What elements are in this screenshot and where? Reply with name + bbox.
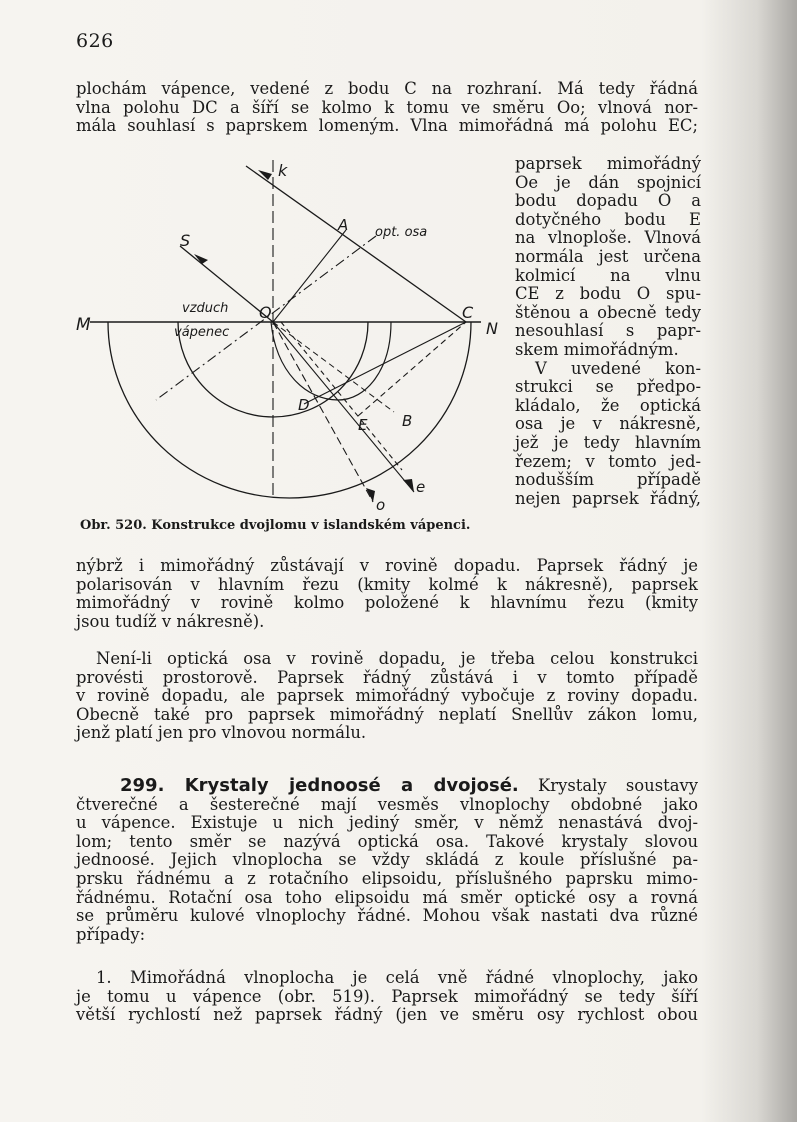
text-line: řezem; v tomto jed- — [515, 451, 701, 471]
text-line: štěnou a obecně tedy — [515, 302, 701, 322]
text-line: řádnému. Rotační osa toho elipsoidu má směr optické osy a rovná — [76, 887, 698, 907]
paragraph-spatial — [76, 650, 698, 743]
section-heading: 299. Krystaly jednoosé a dvojosé. — [120, 775, 519, 796]
text-line: prsku řádnému a z rotačního elipsoidu, příslušného paprsku mimo- — [76, 868, 698, 888]
text-line: je tomu u vápence (obr. 519). Paprsek mimořádný se tedy šíří — [76, 986, 698, 1006]
text-line: V uvedené kon- — [535, 358, 701, 378]
text-line: nejen paprsek řádný, — [515, 488, 701, 508]
text-line: Obecně také pro paprsek mimořádný neplatí Snellův zákon lomu, — [76, 704, 698, 724]
text-line: nodušším případě — [515, 470, 701, 490]
label-vapenec: vápenec — [174, 325, 230, 340]
text-line: osa je v nákresně, — [515, 414, 701, 434]
label-s: S — [180, 231, 191, 250]
label-k: k — [278, 161, 288, 180]
text-line: u vápence. Existuje u nich jediný směr, v němž nenastává dvoj- — [76, 813, 698, 833]
label-e-point: E — [358, 416, 368, 434]
text-line: skem mimořádným. — [515, 339, 679, 359]
label-a: A — [338, 216, 349, 234]
text-line: 1. Mimořádná vlnoplocha je celá vně řádné vlnoplochy, jako — [96, 968, 698, 987]
text-line: jsou tudíž v nákresně). — [76, 611, 265, 631]
section-299 — [76, 777, 698, 944]
text-line: jenž platí jen pro vlnovou normálu. — [76, 723, 367, 743]
text-line: bodu dopadu O a — [515, 191, 701, 211]
label-m: M — [76, 315, 91, 335]
text-line: jež je tedy hlavním — [515, 432, 701, 452]
text-line: normála jest určena — [515, 246, 701, 266]
text-line: na vlnoploše. Vlnová — [515, 228, 701, 248]
text-line: čtverečné a šesterečné mají vesměs vlnoplochy obdobné jako — [76, 794, 698, 814]
ray-e — [273, 322, 414, 492]
text-line: strukci se předpo- — [515, 377, 701, 397]
text-line: kládalo, že optická — [515, 395, 701, 415]
birefringence-figure — [76, 150, 506, 520]
text-line: provésti prostorově. Paprsek řádný zůstává i v tomto případě — [76, 667, 698, 687]
figure-caption: Obr. 520. Konstrukce dvojlomu v islandském vápenci. — [80, 518, 471, 533]
text-line: mimořádný v rovině kolmo položené k hlavnímu řezu (kmity — [76, 593, 698, 613]
text-line: lom; tento směr se nazývá optická osa. Takové krystaly slovou — [76, 831, 698, 851]
label-o-ray: o — [376, 496, 386, 514]
text-line: paprsek mimořádný — [515, 154, 701, 173]
text-line: Krystaly soustavy — [538, 776, 699, 795]
text-line: se průměru kulové vlnoplochy řádné. Mohou však nastati dva různé — [76, 906, 698, 926]
label-c: C — [462, 303, 474, 322]
text-line: větší rychlostí než paprsek řádný (jen ve směru osy rychlost obou — [76, 1005, 698, 1025]
extraordinary-wavefront — [271, 322, 391, 400]
text-line: vlna polohu DC a šíří se kolmo k tomu ve směru Oo; vlnová nor- — [76, 97, 698, 117]
text-line: kolmicí na vlnu — [515, 265, 701, 285]
text-line: nýbrž i mimořádný zůstávají v rovině dopadu. Paprsek řádný je — [76, 556, 698, 575]
text-line: dotyčného bodu E — [515, 209, 701, 229]
paragraph-polarization — [76, 557, 698, 631]
text-line: nesouhlasí s papr- — [515, 321, 701, 341]
text-line: polarisován v hlavním řezu (kmity kolmé k nákresně), paprsek — [76, 574, 698, 594]
outer-wavefront — [108, 322, 471, 498]
label-b: B — [402, 412, 413, 430]
label-opt-osa: opt. osa — [375, 225, 428, 240]
incident-wave — [246, 166, 466, 322]
line-dc — [304, 322, 466, 404]
text-line: Oe je dán spojnicí — [515, 172, 701, 192]
paragraph-intro — [76, 80, 698, 136]
label-o-point: O — [259, 303, 272, 322]
ray-o — [273, 322, 373, 502]
right-column-text — [515, 155, 701, 508]
text-line: Není-li optická osa v rovině dopadu, je třeba celou konstrukci — [96, 649, 698, 668]
label-vzduch: vzduch — [182, 301, 229, 316]
text-line: CE z bodu O spu- — [515, 284, 701, 304]
label-e-ray: e — [416, 478, 426, 496]
paragraph-case-1 — [76, 969, 698, 1025]
text-line: případy: — [76, 924, 146, 944]
page-number: 626 — [76, 30, 114, 52]
label-d: D — [298, 396, 310, 414]
text-line: jednoosé. Jejich vlnoplocha se vždy skládá z koule příslušné pa- — [76, 850, 698, 870]
text-line: plochám vápence, vedené z bodu C na rozhraní. Má tedy řádná — [76, 79, 698, 98]
text-line: v rovině dopadu, ale paprsek mimořádný vybočuje z roviny dopadu. — [76, 686, 698, 706]
text-line: mála souhlasí s paprskem lomeným. Vlna mimořádná má polohu EC; — [76, 116, 698, 136]
label-n: N — [486, 319, 498, 338]
line-ao — [273, 230, 346, 322]
